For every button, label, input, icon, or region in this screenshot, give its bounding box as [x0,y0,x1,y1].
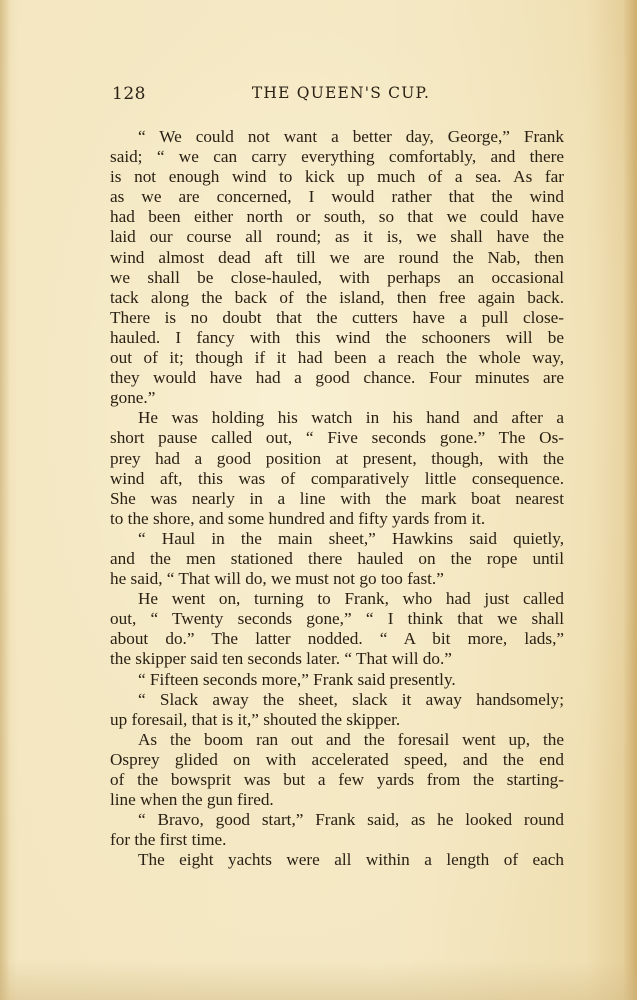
text-line: He was holding his watch in his hand and after a [138,408,564,428]
page-number: 128 [112,84,146,104]
text-line: wind almost dead aft till we are round the Nab, then [110,247,564,267]
page-stain-bottom [0,960,637,1000]
text-line: “ Bravo, good start,” Frank said, as he looked round [138,810,564,830]
text-line: tack along the back of the island, then free again back. [110,287,564,307]
text-line: hauled. I fancy with this wind the schooners will be [110,327,564,347]
page-edge-shadow-left [0,0,10,1000]
text-line: for the first time. [110,830,227,850]
text-line: about do.” The latter nodded. “ A bit more, lads,” [110,629,564,649]
text-line: had been either north or south, so that we could have [110,207,564,227]
text-line: He went on, turning to Frank, who had just called [138,589,564,609]
text-line: laid our course all round; as it is, we shall have the [110,227,564,247]
body-text [110,127,564,870]
text-line: to the shore, and some hundred and fifty yards from it. [110,508,486,528]
text-line: said; “ we can carry everything comfortably, and there [110,147,564,167]
text-line: out, “ Twenty seconds gone,” “ I think that we shall [110,609,564,629]
page-edge-shadow-right [623,0,637,1000]
text-line: “ Haul in the main sheet,” Hawkins said quietly, [138,528,564,548]
text-line: wind aft, this was of comparatively little consequence. [110,468,564,488]
text-line: the skipper said ten seconds later. “ That will do.” [110,649,452,669]
text-line: There is no doubt that the cutters have a pull close- [110,307,564,327]
text-line: The eight yachts were all within a length of each [138,850,564,870]
text-line: they would have had a good chance. Four minutes are [110,368,564,388]
running-head: THE QUEEN'S CUP. [251,84,431,102]
text-line: As the boom ran out and the foresail went up, the [138,729,564,749]
text-line: we shall be close-hauled, with perhaps an occasional [110,267,564,287]
text-line: out of it; though if it had been a reach the whole way, [110,348,564,368]
page-header [112,84,564,108]
text-line: “ We could not want a better day, George,” Frank [138,127,564,146]
text-line: gone.” [110,388,156,408]
text-line: She was nearly in a line with the mark boat nearest [110,488,564,508]
text-line: of the bowsprit was but a few yards from the starting- [110,770,564,789]
text-line: Osprey glided on with accelerated speed, and the end [110,749,564,769]
text-line: as we are concerned, I would rather that the wind [110,187,564,207]
text-line: “ Slack away the sheet, slack it away handsomely; [138,689,564,709]
text-line: prey had a good position at present, though, with the [110,448,564,468]
text-line: is not enough wind to kick up much of a sea. As far [110,167,564,187]
text-line: short pause called out, “ Five seconds gone.” The Os- [110,428,564,448]
text-line: and the men stationed there hauled on the rope until [110,548,564,568]
text-line: he said, “ That will do, we must not go too fast.” [110,569,444,589]
text-line: up foresail, that is it,” shouted the skipper. [110,709,401,729]
text-line: “ Fifteen seconds more,” Frank said presently. [138,669,456,689]
text-line: line when the gun fired. [110,790,274,810]
